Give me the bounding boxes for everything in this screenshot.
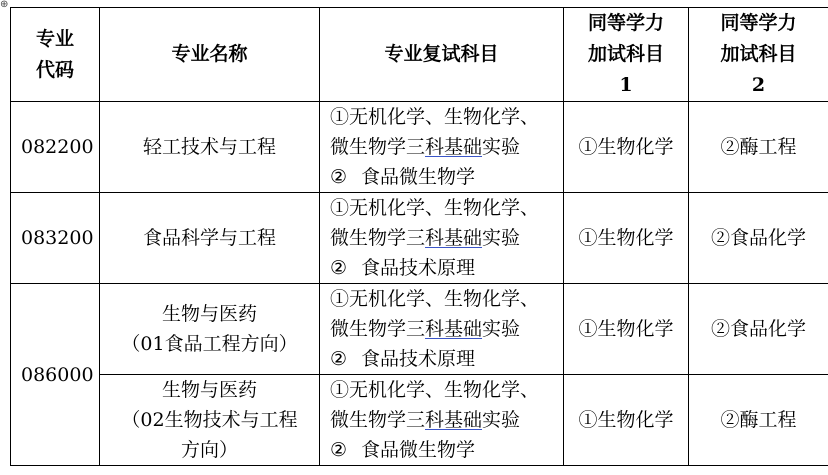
table-move-handle-icon[interactable]: ⊕	[0, 0, 9, 10]
subjects-line3: ② 食品微生物学	[330, 439, 476, 461]
row-code: 086000	[11, 284, 100, 466]
subjects-line2: 微生物学三科基础实验	[330, 136, 521, 158]
header-extra2-line2: 加试科目	[720, 43, 797, 65]
row-subjects	[320, 193, 564, 284]
table-row	[11, 375, 828, 466]
subjects-line2: 微生物学三科基础实验	[330, 227, 521, 249]
row-subjects	[320, 284, 564, 375]
subjects-line3: ② 食品微生物学	[330, 166, 476, 188]
header-name: 专业名称	[100, 8, 320, 102]
header-extra1-line3: 1	[619, 74, 633, 96]
subjects-line2: 微生物学三科基础实验	[330, 409, 521, 431]
row-code: 082200	[11, 102, 100, 193]
subjects-line3: ② 食品技术原理	[330, 257, 476, 279]
header-extra2-line3: 2	[751, 74, 766, 96]
row-name	[100, 284, 320, 375]
header-extra1	[564, 8, 689, 102]
name-line3: 方向）	[180, 439, 238, 461]
table-row	[11, 102, 828, 193]
row-extra2: ②食品化学	[689, 193, 828, 284]
row-extra1: ①生物化学	[564, 193, 689, 284]
row-name: 食品科学与工程	[100, 193, 320, 284]
header-subjects: 专业复试科目	[320, 8, 564, 102]
subjects-line1: ①无机化学、生物化学、	[330, 197, 540, 219]
name-line1: 生物与医药	[161, 379, 257, 401]
spellcheck-underline: 科基础	[425, 318, 483, 340]
table-row	[11, 284, 828, 375]
header-row	[11, 8, 828, 102]
header-code-line1: 专业	[35, 27, 74, 50]
subjects-line1: ①无机化学、生物化学、	[330, 106, 540, 128]
table-row	[11, 193, 828, 284]
row-extra1: ①生物化学	[564, 375, 689, 466]
row-extra2: ②酶工程	[689, 375, 828, 466]
row-extra1: ①生物化学	[564, 102, 689, 193]
exam-subjects-table	[10, 7, 828, 466]
subjects-line2: 微生物学三科基础实验	[330, 318, 521, 340]
header-extra2-line1: 同等学力	[720, 12, 797, 34]
header-code	[11, 8, 100, 102]
header-code-line2: 代码	[35, 58, 74, 81]
row-name	[100, 375, 320, 466]
name-line2: （01食品工程方向）	[121, 333, 298, 355]
row-subjects	[320, 375, 564, 466]
header-extra1-line2: 加试科目	[587, 43, 664, 65]
name-line1: 生物与医药	[161, 303, 257, 325]
row-code: 083200	[11, 193, 100, 284]
row-subjects	[320, 102, 564, 193]
name-line2: （02生物技术与工程	[121, 409, 298, 431]
spellcheck-underline: 科基础	[425, 136, 483, 158]
subjects-line1: ①无机化学、生物化学、	[330, 379, 540, 401]
subjects-line1: ①无机化学、生物化学、	[330, 288, 540, 310]
header-extra2	[689, 8, 828, 102]
spellcheck-underline: 科基础	[425, 409, 483, 431]
row-name: 轻工技术与工程	[100, 102, 320, 193]
header-extra1-line1: 同等学力	[587, 12, 664, 34]
row-extra1: ①生物化学	[564, 284, 689, 375]
subjects-line3: ② 食品技术原理	[330, 348, 476, 370]
row-extra2: ②食品化学	[689, 284, 828, 375]
spellcheck-underline: 科基础	[425, 227, 483, 249]
row-extra2: ②酶工程	[689, 102, 828, 193]
